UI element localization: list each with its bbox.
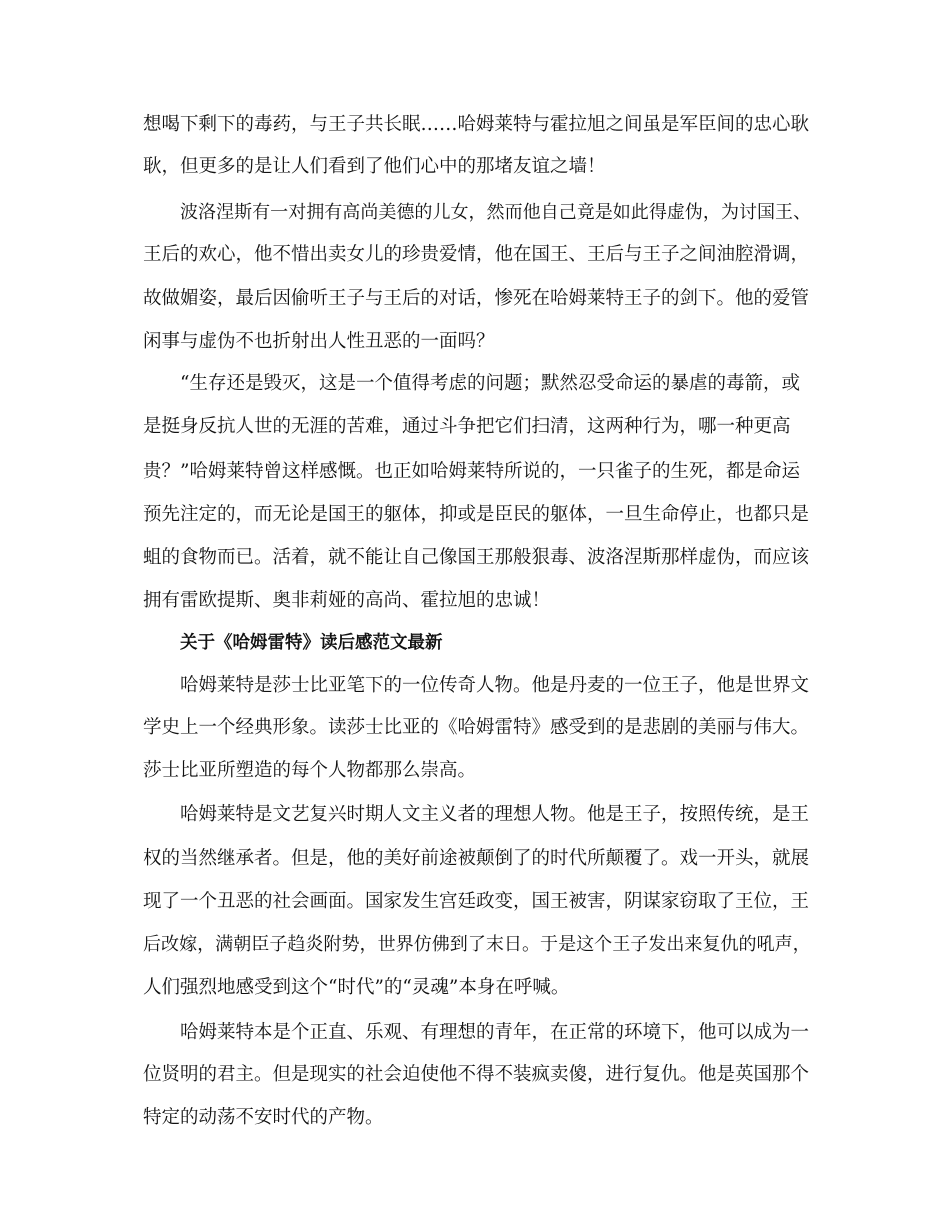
body-text-line: 闲事与虚伪不也折射出人性丑恶的一面吗？ xyxy=(143,331,495,352)
body-text-line: 学史上一个经典形象。读莎士比亚的《哈姆雷特》感受到的是悲剧的美丽与伟大。 xyxy=(143,717,810,738)
body-text-line: 预先注定的，而无论是国王的躯体，抑或是臣民的躯体，一旦生命停止，也都只是 xyxy=(143,504,810,525)
body-text-line: 人们强烈地感受到这个“时代”的“灵魂”本身在呼喊。 xyxy=(143,977,570,998)
paragraph-first-line: 哈姆莱特是文艺复兴时期人文主义者的理想人物。他是王子，按照传统，是王 xyxy=(180,804,810,825)
body-text-line: 权的当然继承者。但是，他的美好前途被颠倒了的时代所颠覆了。戏一开头，就展 xyxy=(143,848,810,869)
body-text-line: 莎士比亚所塑造的每个人物都那么崇高。 xyxy=(143,760,477,781)
paragraph-first-line: 波洛涅斯有一对拥有高尚美德的儿女，然而他自己竟是如此得虚伪，为讨国王、 xyxy=(180,202,812,223)
paragraph-first-line: “生存还是毁灭，这是一个值得考虑的问题；默然忍受命运的暴虐的毒箭，或 xyxy=(180,373,800,394)
body-text-line: 位贤明的君主。但是现实的社会迫使他不得不装疯卖傻，进行复仇。他是英国那个 xyxy=(143,1064,810,1085)
section-heading: 关于《哈姆雷特》读后感范文最新 xyxy=(180,633,443,653)
body-text-line: 拥有雷欧提斯、奥非莉娅的高尚、霍拉旭的忠诚！ xyxy=(143,590,551,611)
body-text-line: 现了一个丑恶的社会画面。国家发生宫廷政变，国王被害，阴谋家窃取了王位，王 xyxy=(143,891,810,912)
body-text-line: 耿，但更多的是让人们看到了他们心中的那堵友谊之墙！ xyxy=(143,156,606,177)
body-text-line: 王后的欢心，他不惜出卖女儿的珍贵爱情，他在国王、王后与王子之间油腔滑调， xyxy=(143,244,810,265)
body-text-line: 特定的动荡不安时代的产物。 xyxy=(143,1107,384,1128)
body-text-line: 故做媚姿，最后因偷听王子与王后的对话，惨死在哈姆莱特王子的剑下。他的爱管 xyxy=(143,288,810,309)
body-text-line: 蛆的食物而已。活着，就不能让自己像国王那般狠毒、波洛涅斯那样虚伪，而应该 xyxy=(143,547,810,568)
body-text-line: 后改嫁，满朝臣子趋炎附势，世界仿佛到了末日。于是这个王子发出来复仇的吼声， xyxy=(143,934,811,955)
body-text-line: 想喝下剩下的毒药，与王子共长眠……哈姆莱特与霍拉旭之间虽是军臣间的忠心耿 xyxy=(143,114,810,135)
paragraph-first-line: 哈姆莱特是莎士比亚笔下的一位传奇人物。他是丹麦的一位王子，他是世界文 xyxy=(180,675,810,696)
paragraph-first-line: 哈姆莱特本是个正直、乐观、有理想的青年，在正常的环境下，他可以成为一 xyxy=(180,1022,810,1043)
body-text-line: 是挺身反抗人世的无涯的苦难，通过斗争把它们扫清，这两种行为，哪一种更高 xyxy=(143,416,791,437)
body-text-line: 贵？”哈姆莱特曾这样感慨。也正如哈姆莱特所说的，一只雀子的生死，都是命运 xyxy=(143,461,800,482)
